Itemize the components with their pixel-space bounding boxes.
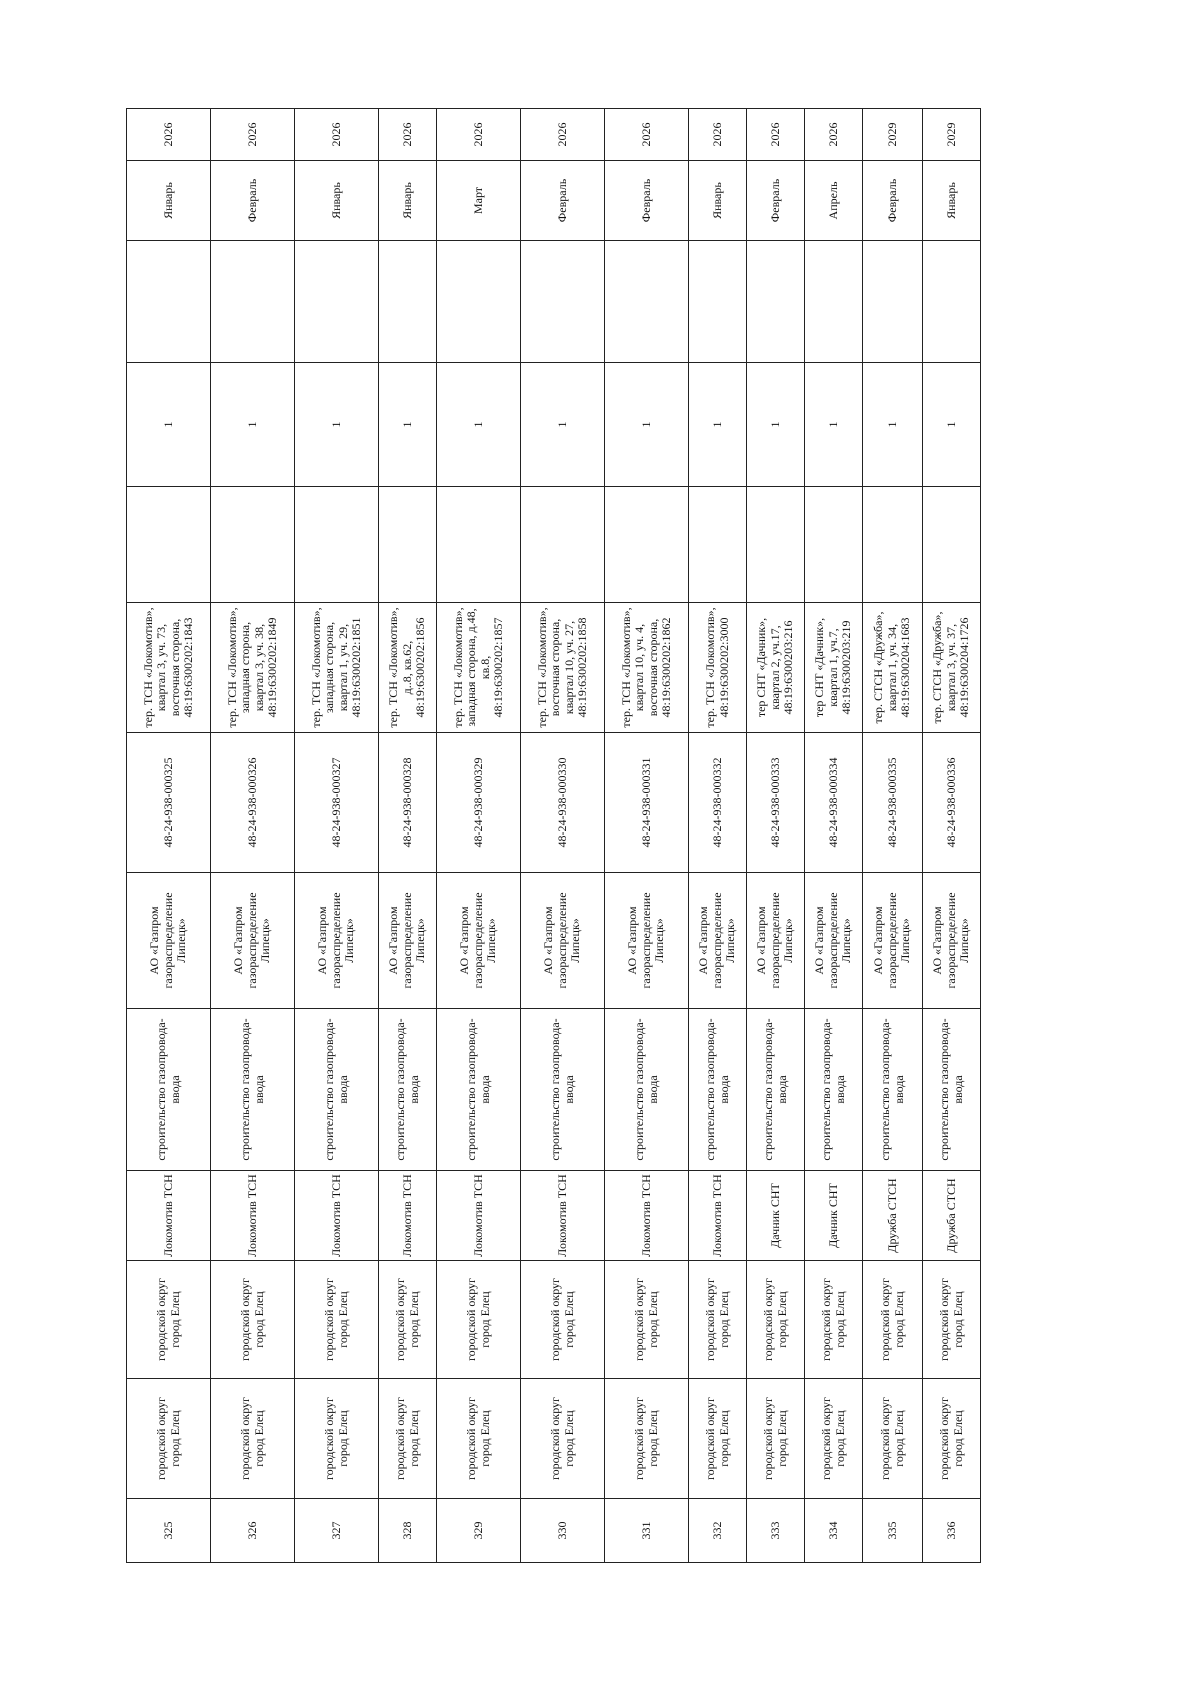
year-cell: 2029 bbox=[863, 109, 923, 161]
year-cell: 2026 bbox=[211, 109, 295, 161]
address-cell: тер. ТСН «Локомотив», квартал 3, уч. 73, восточная сторона, 48:19:6300202:1843 bbox=[127, 603, 211, 733]
year-cell: 2026 bbox=[521, 109, 605, 161]
year-cell: 2026 bbox=[805, 109, 863, 161]
address-cell: тер. СТСН «Дружба», квартал 3, уч. 37, 48:19:6300204:1726 bbox=[923, 603, 981, 733]
month-cell: Апрель bbox=[805, 161, 863, 241]
empty-cell-2 bbox=[689, 241, 747, 363]
organization-cell: АО «Газпром газораспределение Липецк» bbox=[295, 873, 379, 1009]
count-cell: 1 bbox=[295, 363, 379, 487]
municipality-cell: городской округ город Елец bbox=[863, 1261, 923, 1379]
address-cell: тер. ТСН «Локомотив», западная сторона, квартал 1, уч. 29, 48:19:6300202:1851 bbox=[295, 603, 379, 733]
month-cell: Январь bbox=[295, 161, 379, 241]
empty-cell bbox=[211, 487, 295, 603]
district-cell: городской округ город Елец bbox=[805, 1379, 863, 1499]
address-cell: тер СНТ «Дачник», квартал 1, уч.7, 48:19:6300203:219 bbox=[805, 603, 863, 733]
month-cell: Январь bbox=[379, 161, 437, 241]
count-cell: 1 bbox=[923, 363, 981, 487]
record-code-cell: 48-24-938-000327 bbox=[295, 733, 379, 873]
count-cell: 1 bbox=[689, 363, 747, 487]
year-cell: 2026 bbox=[605, 109, 689, 161]
district-cell: городской округ город Елец bbox=[747, 1379, 805, 1499]
settlement-cell: Локомотив ТСН bbox=[521, 1171, 605, 1261]
municipality-cell: городской округ город Елец bbox=[747, 1261, 805, 1379]
district-cell: городской округ город Елец bbox=[521, 1379, 605, 1499]
empty-cell bbox=[379, 487, 437, 603]
work-type-cell: строительство газопровода-ввода bbox=[863, 1009, 923, 1171]
empty-cell-2 bbox=[295, 241, 379, 363]
empty-cell bbox=[923, 487, 981, 603]
empty-cell bbox=[295, 487, 379, 603]
year-cell: 2026 bbox=[295, 109, 379, 161]
settlement-cell: Локомотив ТСН bbox=[437, 1171, 521, 1261]
municipality-cell: городской округ город Елец bbox=[437, 1261, 521, 1379]
municipality-cell: городской округ город Елец bbox=[211, 1261, 295, 1379]
row-number-cell: 327 bbox=[295, 1499, 379, 1563]
month-cell: Февраль bbox=[605, 161, 689, 241]
district-cell: городской округ город Елец bbox=[211, 1379, 295, 1499]
row-number-cell: 328 bbox=[379, 1499, 437, 1563]
month-cell: Март bbox=[437, 161, 521, 241]
record-code-cell: 48-24-938-000332 bbox=[689, 733, 747, 873]
row-number-cell: 333 bbox=[747, 1499, 805, 1563]
row-number-cell: 329 bbox=[437, 1499, 521, 1563]
work-type-cell: строительство газопровода-ввода bbox=[127, 1009, 211, 1171]
address-cell: тер. ТСН «Локомотив», квартал 10, уч. 4, восточная сторона, 48:19:6300202:1862 bbox=[605, 603, 689, 733]
address-cell: тер СНТ «Дачник», квартал 2, уч.17, 48:19:6300203:216 bbox=[747, 603, 805, 733]
municipality-cell: городской округ город Елец bbox=[521, 1261, 605, 1379]
record-code-cell: 48-24-938-000328 bbox=[379, 733, 437, 873]
month-cell: Февраль bbox=[211, 161, 295, 241]
record-code-cell: 48-24-938-000333 bbox=[747, 733, 805, 873]
record-code-cell: 48-24-938-000325 bbox=[127, 733, 211, 873]
empty-cell-2 bbox=[127, 241, 211, 363]
district-cell: городской округ город Елец bbox=[295, 1379, 379, 1499]
district-cell: городской округ город Елец bbox=[863, 1379, 923, 1499]
table-row bbox=[605, 109, 689, 1563]
work-type-cell: строительство газопровода-ввода bbox=[379, 1009, 437, 1171]
municipality-cell: городской округ город Елец bbox=[295, 1261, 379, 1379]
record-code-cell: 48-24-938-000335 bbox=[863, 733, 923, 873]
settlement-cell: Локомотив ТСН bbox=[379, 1171, 437, 1261]
settlement-cell: Локомотив ТСН bbox=[689, 1171, 747, 1261]
month-cell: Январь bbox=[127, 161, 211, 241]
count-cell: 1 bbox=[127, 363, 211, 487]
table-row bbox=[437, 109, 521, 1563]
district-cell: городской округ город Елец bbox=[127, 1379, 211, 1499]
district-cell: городской округ город Елец bbox=[689, 1379, 747, 1499]
count-cell: 1 bbox=[437, 363, 521, 487]
count-cell: 1 bbox=[521, 363, 605, 487]
address-cell: тер. ТСН «Локомотив», западная сторона, квартал 3, уч. 38, 48:19:6300202:1849 bbox=[211, 603, 295, 733]
record-code-cell: 48-24-938-000336 bbox=[923, 733, 981, 873]
count-cell: 1 bbox=[747, 363, 805, 487]
settlement-cell: Локомотив ТСН bbox=[605, 1171, 689, 1261]
organization-cell: АО «Газпром газораспределение Липецк» bbox=[923, 873, 981, 1009]
table-row bbox=[127, 109, 211, 1563]
district-cell: городской округ город Елец bbox=[605, 1379, 689, 1499]
work-type-cell: строительство газопровода-ввода bbox=[923, 1009, 981, 1171]
address-cell: тер. ТСН «Локомотив», западная сторона, д.48, кв.8, 48:19:6300202:1857 bbox=[437, 603, 521, 733]
table-row bbox=[379, 109, 437, 1563]
gas-connection-register-table bbox=[126, 108, 981, 1563]
row-number-cell: 331 bbox=[605, 1499, 689, 1563]
organization-cell: АО «Газпром газораспределение Липецк» bbox=[605, 873, 689, 1009]
table-row bbox=[295, 109, 379, 1563]
work-type-cell: строительство газопровода-ввода bbox=[805, 1009, 863, 1171]
empty-cell-2 bbox=[923, 241, 981, 363]
settlement-cell: Локомотив ТСН bbox=[127, 1171, 211, 1261]
month-cell: Январь bbox=[689, 161, 747, 241]
record-code-cell: 48-24-938-000326 bbox=[211, 733, 295, 873]
year-cell: 2026 bbox=[747, 109, 805, 161]
year-cell: 2026 bbox=[379, 109, 437, 161]
row-number-cell: 336 bbox=[923, 1499, 981, 1563]
empty-cell-2 bbox=[605, 241, 689, 363]
district-cell: городской округ город Елец bbox=[437, 1379, 521, 1499]
record-code-cell: 48-24-938-000330 bbox=[521, 733, 605, 873]
month-cell: Февраль bbox=[863, 161, 923, 241]
work-type-cell: строительство газопровода-ввода bbox=[605, 1009, 689, 1171]
organization-cell: АО «Газпром газораспределение Липецк» bbox=[127, 873, 211, 1009]
address-cell: тер. ТСН «Локомотив», восточная сторона, квартал 10, уч. 27, 48:19:6300202:1858 bbox=[521, 603, 605, 733]
month-cell: Февраль bbox=[747, 161, 805, 241]
organization-cell: АО «Газпром газораспределение Липецк» bbox=[747, 873, 805, 1009]
count-cell: 1 bbox=[211, 363, 295, 487]
row-number-cell: 334 bbox=[805, 1499, 863, 1563]
work-type-cell: строительство газопровода-ввода bbox=[689, 1009, 747, 1171]
row-number-cell: 326 bbox=[211, 1499, 295, 1563]
table-row bbox=[923, 109, 981, 1563]
empty-cell bbox=[689, 487, 747, 603]
settlement-cell: Дачник СНТ bbox=[805, 1171, 863, 1261]
municipality-cell: городской округ город Елец bbox=[127, 1261, 211, 1379]
address-cell: тер. СТСН «Дружба», квартал 1, уч. 34, 48:19:6300204:1683 bbox=[863, 603, 923, 733]
empty-cell bbox=[521, 487, 605, 603]
district-cell: городской округ город Елец bbox=[923, 1379, 981, 1499]
empty-cell-2 bbox=[521, 241, 605, 363]
table-row bbox=[805, 109, 863, 1563]
empty-cell bbox=[805, 487, 863, 603]
empty-cell-2 bbox=[747, 241, 805, 363]
row-number-cell: 335 bbox=[863, 1499, 923, 1563]
table-row bbox=[863, 109, 923, 1563]
month-cell: Февраль bbox=[521, 161, 605, 241]
year-cell: 2029 bbox=[923, 109, 981, 161]
table-row bbox=[211, 109, 295, 1563]
table-body bbox=[127, 109, 981, 1563]
table-row bbox=[521, 109, 605, 1563]
table-row bbox=[689, 109, 747, 1563]
work-type-cell: строительство газопровода-ввода bbox=[211, 1009, 295, 1171]
row-number-cell: 332 bbox=[689, 1499, 747, 1563]
settlement-cell: Дачник СНТ bbox=[747, 1171, 805, 1261]
organization-cell: АО «Газпром газораспределение Липецк» bbox=[521, 873, 605, 1009]
table-row bbox=[747, 109, 805, 1563]
municipality-cell: городской округ город Елец bbox=[379, 1261, 437, 1379]
count-cell: 1 bbox=[605, 363, 689, 487]
settlement-cell: Локомотив ТСН bbox=[295, 1171, 379, 1261]
empty-cell bbox=[127, 487, 211, 603]
municipality-cell: городской округ город Елец bbox=[689, 1261, 747, 1379]
count-cell: 1 bbox=[805, 363, 863, 487]
organization-cell: АО «Газпром газораспределение Липецк» bbox=[211, 873, 295, 1009]
empty-cell-2 bbox=[211, 241, 295, 363]
district-cell: городской округ город Елец bbox=[379, 1379, 437, 1499]
empty-cell-2 bbox=[379, 241, 437, 363]
year-cell: 2026 bbox=[689, 109, 747, 161]
work-type-cell: строительство газопровода-ввода bbox=[295, 1009, 379, 1171]
address-cell: тер. ТСН «Локомотив», 48:19:6300202:3000 bbox=[689, 603, 747, 733]
empty-cell bbox=[747, 487, 805, 603]
municipality-cell: городской округ город Елец bbox=[605, 1261, 689, 1379]
count-cell: 1 bbox=[379, 363, 437, 487]
month-cell: Январь bbox=[923, 161, 981, 241]
empty-cell bbox=[863, 487, 923, 603]
empty-cell bbox=[605, 487, 689, 603]
count-cell: 1 bbox=[863, 363, 923, 487]
empty-cell-2 bbox=[437, 241, 521, 363]
organization-cell: АО «Газпром газораспределение Липецк» bbox=[437, 873, 521, 1009]
row-number-cell: 325 bbox=[127, 1499, 211, 1563]
year-cell: 2026 bbox=[127, 109, 211, 161]
work-type-cell: строительство газопровода-ввода bbox=[747, 1009, 805, 1171]
row-number-cell: 330 bbox=[521, 1499, 605, 1563]
empty-cell bbox=[437, 487, 521, 603]
settlement-cell: Дружба СТСН bbox=[863, 1171, 923, 1261]
organization-cell: АО «Газпром газораспределение Липецк» bbox=[379, 873, 437, 1009]
rotated-table-page bbox=[126, 122, 978, 1563]
empty-cell-2 bbox=[863, 241, 923, 363]
organization-cell: АО «Газпром газораспределение Липецк» bbox=[863, 873, 923, 1009]
work-type-cell: строительство газопровода-ввода bbox=[437, 1009, 521, 1171]
organization-cell: АО «Газпром газораспределение Липецк» bbox=[689, 873, 747, 1009]
settlement-cell: Дружба СТСН bbox=[923, 1171, 981, 1261]
organization-cell: АО «Газпром газораспределение Липецк» bbox=[805, 873, 863, 1009]
municipality-cell: городской округ город Елец bbox=[923, 1261, 981, 1379]
record-code-cell: 48-24-938-000329 bbox=[437, 733, 521, 873]
settlement-cell: Локомотив ТСН bbox=[211, 1171, 295, 1261]
address-cell: тер. ТСН «Локомотив», д..8, кв.62, 48:19:6300202:1856 bbox=[379, 603, 437, 733]
record-code-cell: 48-24-938-000331 bbox=[605, 733, 689, 873]
record-code-cell: 48-24-938-000334 bbox=[805, 733, 863, 873]
year-cell: 2026 bbox=[437, 109, 521, 161]
municipality-cell: городской округ город Елец bbox=[805, 1261, 863, 1379]
empty-cell-2 bbox=[805, 241, 863, 363]
work-type-cell: строительство газопровода-ввода bbox=[521, 1009, 605, 1171]
